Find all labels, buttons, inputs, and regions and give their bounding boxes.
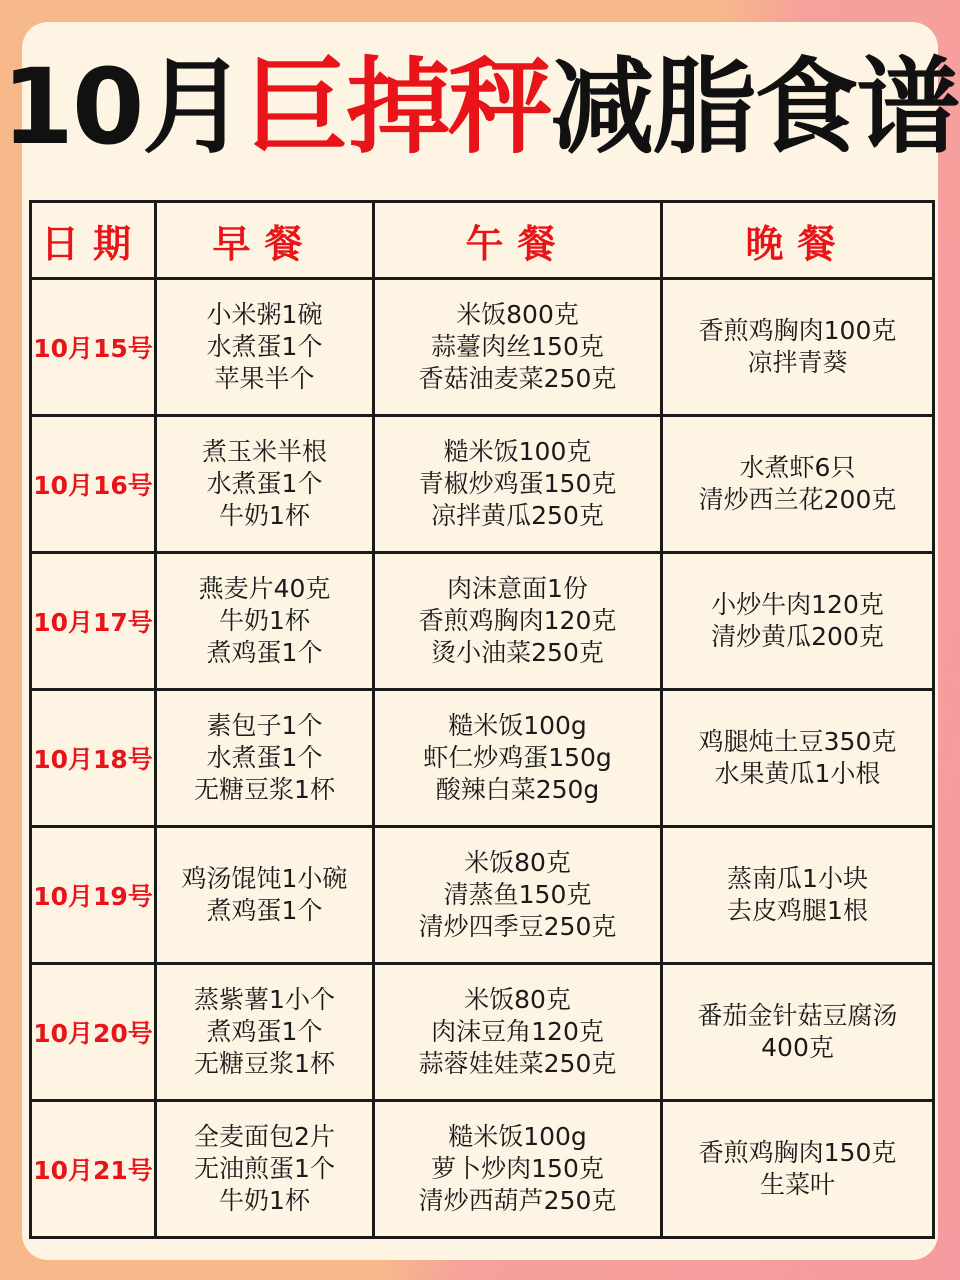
table-row bbox=[31, 690, 934, 827]
dinner-item: 清炒黄瓜200克 bbox=[711, 622, 884, 651]
breakfast-item: 牛奶1杯 bbox=[219, 1186, 310, 1215]
title-month: 10月 bbox=[1, 46, 245, 168]
lunch-item: 清炒西葫芦250克 bbox=[418, 1186, 617, 1215]
dinner-item: 小炒牛肉120克 bbox=[711, 590, 884, 619]
table-row bbox=[31, 964, 934, 1101]
lunch-cell bbox=[374, 690, 662, 827]
dinner-item: 鸡腿炖土豆350克 bbox=[698, 727, 897, 756]
row-date: 10月18号 bbox=[31, 690, 156, 827]
lunch-item: 酸辣白菜250g bbox=[435, 775, 600, 804]
lunch-item: 米饭80克 bbox=[464, 848, 571, 877]
dinner-cell bbox=[662, 964, 934, 1101]
lunch-item: 糙米饭100克 bbox=[443, 437, 592, 466]
breakfast-cell bbox=[156, 279, 374, 416]
dinner-item: 生菜叶 bbox=[759, 1170, 835, 1199]
breakfast-item: 燕麦片40克 bbox=[198, 574, 331, 603]
table-row bbox=[31, 553, 934, 690]
row-date: 10月15号 bbox=[31, 279, 156, 416]
header-date: 日期 bbox=[31, 202, 156, 279]
dinner-item: 番茄金针菇豆腐汤 bbox=[697, 1001, 898, 1030]
breakfast-item: 牛奶1杯 bbox=[219, 606, 310, 635]
lunch-item: 蒜薹肉丝150克 bbox=[431, 332, 604, 361]
dinner-item: 香煎鸡胸肉100克 bbox=[698, 316, 897, 345]
header-dinner: 晚餐 bbox=[662, 202, 934, 279]
breakfast-item: 无糖豆浆1杯 bbox=[194, 775, 335, 804]
breakfast-item: 全麦面包2片 bbox=[194, 1122, 335, 1151]
row-date: 10月19号 bbox=[31, 827, 156, 964]
breakfast-item: 素包子1个 bbox=[206, 711, 323, 740]
breakfast-item: 水煮蛋1个 bbox=[206, 332, 323, 361]
lunch-item: 米饭800克 bbox=[456, 300, 579, 329]
row-date: 10月17号 bbox=[31, 553, 156, 690]
title-rest: 减脂食谱 bbox=[550, 46, 959, 168]
header-breakfast: 早餐 bbox=[156, 202, 374, 279]
breakfast-item: 煮玉米半根 bbox=[201, 437, 327, 466]
lunch-item: 清炒四季豆250克 bbox=[418, 912, 617, 941]
lunch-item: 凉拌黄瓜250克 bbox=[431, 501, 604, 530]
table-row bbox=[31, 416, 934, 553]
dinner-item: 蒸南瓜1小块 bbox=[727, 864, 868, 893]
breakfast-cell bbox=[156, 827, 374, 964]
page-title bbox=[0, 42, 960, 172]
dinner-item: 400克 bbox=[761, 1033, 834, 1062]
breakfast-cell bbox=[156, 964, 374, 1101]
breakfast-item: 水煮蛋1个 bbox=[206, 469, 323, 498]
lunch-cell bbox=[374, 1101, 662, 1238]
breakfast-item: 无油煎蛋1个 bbox=[194, 1154, 335, 1183]
dinner-cell bbox=[662, 827, 934, 964]
breakfast-item: 鸡汤馄饨1小碗 bbox=[181, 864, 348, 893]
table-row bbox=[31, 1101, 934, 1238]
breakfast-cell bbox=[156, 416, 374, 553]
breakfast-item: 蒸紫薯1小个 bbox=[194, 985, 335, 1014]
lunch-item: 虾仁炒鸡蛋150g bbox=[423, 743, 612, 772]
breakfast-item: 小米粥1碗 bbox=[206, 300, 323, 329]
lunch-item: 糙米饭100g bbox=[448, 711, 587, 740]
breakfast-cell bbox=[156, 553, 374, 690]
lunch-item: 萝卜炒肉150克 bbox=[431, 1154, 604, 1183]
lunch-cell bbox=[374, 827, 662, 964]
row-date: 10月16号 bbox=[31, 416, 156, 553]
breakfast-item: 牛奶1杯 bbox=[219, 501, 310, 530]
dinner-cell bbox=[662, 416, 934, 553]
lunch-item: 清蒸鱼150克 bbox=[443, 880, 592, 909]
table-body bbox=[31, 279, 934, 1238]
lunch-item: 烫小油菜250克 bbox=[431, 638, 604, 667]
breakfast-item: 无糖豆浆1杯 bbox=[194, 1049, 335, 1078]
lunch-item: 香菇油麦菜250克 bbox=[418, 364, 617, 393]
lunch-item: 香煎鸡胸肉120克 bbox=[418, 606, 617, 635]
lunch-item: 蒜蓉娃娃菜250克 bbox=[418, 1049, 617, 1078]
breakfast-cell bbox=[156, 690, 374, 827]
breakfast-item: 煮鸡蛋1个 bbox=[206, 638, 323, 667]
dinner-cell bbox=[662, 553, 934, 690]
meal-plan-table bbox=[29, 200, 935, 1239]
dinner-item: 水果黄瓜1小根 bbox=[714, 759, 881, 788]
row-date: 10月21号 bbox=[31, 1101, 156, 1238]
dinner-item: 去皮鸡腿1根 bbox=[727, 896, 868, 925]
table-header-row bbox=[31, 202, 934, 279]
lunch-item: 糙米饭100g bbox=[448, 1122, 587, 1151]
lunch-item: 肉沫意面1份 bbox=[447, 574, 588, 603]
table-row bbox=[31, 827, 934, 964]
dinner-cell bbox=[662, 690, 934, 827]
lunch-item: 肉沫豆角120克 bbox=[431, 1017, 604, 1046]
dinner-item: 清炒西兰花200克 bbox=[698, 485, 897, 514]
lunch-item: 青椒炒鸡蛋150克 bbox=[418, 469, 617, 498]
lunch-cell bbox=[374, 416, 662, 553]
breakfast-item: 水煮蛋1个 bbox=[206, 743, 323, 772]
breakfast-item: 煮鸡蛋1个 bbox=[206, 896, 323, 925]
dinner-cell bbox=[662, 279, 934, 416]
dinner-item: 水煮虾6只 bbox=[739, 453, 856, 482]
lunch-cell bbox=[374, 553, 662, 690]
title-highlight: 巨掉秤 bbox=[244, 46, 551, 168]
dinner-item: 香煎鸡胸肉150克 bbox=[698, 1138, 897, 1167]
lunch-item: 米饭80克 bbox=[464, 985, 571, 1014]
lunch-cell bbox=[374, 964, 662, 1101]
lunch-cell bbox=[374, 279, 662, 416]
dinner-cell bbox=[662, 1101, 934, 1238]
row-date: 10月20号 bbox=[31, 964, 156, 1101]
breakfast-item: 苹果半个 bbox=[214, 364, 315, 393]
breakfast-cell bbox=[156, 1101, 374, 1238]
header-lunch: 午餐 bbox=[374, 202, 662, 279]
table-row bbox=[31, 279, 934, 416]
dinner-item: 凉拌青葵 bbox=[747, 348, 848, 377]
breakfast-item: 煮鸡蛋1个 bbox=[206, 1017, 323, 1046]
